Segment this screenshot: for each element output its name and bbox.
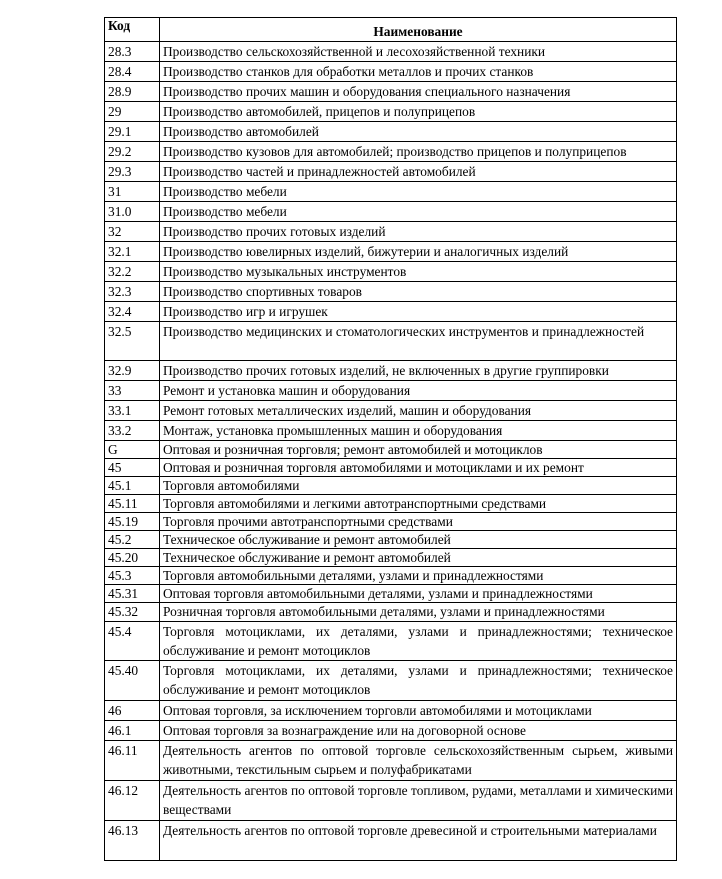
row-code-cell: 31 — [105, 182, 160, 202]
table-row — [105, 585, 677, 603]
table-row — [105, 82, 677, 102]
row-name-cell: Производство автомобилей, прицепов и полуприцепов — [160, 102, 677, 122]
row-name-cell: Производство прочих готовых изделий, не включенных в другие группировки — [160, 361, 677, 381]
table-row — [105, 322, 677, 361]
table-row — [105, 242, 677, 262]
row-code-cell: 33.1 — [105, 401, 160, 421]
row-code-cell: 45.3 — [105, 567, 160, 585]
row-code-cell: G — [105, 441, 160, 459]
table-row — [105, 531, 677, 549]
row-code-cell: 45.2 — [105, 531, 160, 549]
table-row — [105, 513, 677, 531]
row-name-cell: Оптовая торговля автомобильными деталями, узлами и принадлежностями — [160, 585, 677, 603]
row-name-cell: Производство кузовов для автомобилей; производство прицепов и полуприцепов — [160, 142, 677, 162]
table-row — [105, 302, 677, 322]
row-name-cell: Деятельность агентов по оптовой торговле древесиной и строительными материалами — [160, 821, 677, 861]
row-name-cell: Производство сельскохозяйственной и лесохозяйственной техники — [160, 42, 677, 62]
table-row — [105, 603, 677, 622]
table-row — [105, 162, 677, 182]
table-row — [105, 142, 677, 162]
row-code-cell: 28.9 — [105, 82, 160, 102]
row-name-cell: Торговля мотоциклами, их деталями, узлами и принадлежностями; техническое обслуживание и ремонт мотоциклов — [160, 622, 677, 661]
row-code-cell: 45.11 — [105, 495, 160, 513]
table-row — [105, 741, 677, 781]
table-row — [105, 282, 677, 302]
table-row — [105, 202, 677, 222]
table-row — [105, 401, 677, 421]
row-name-cell: Производство медицинских и стоматологических инструментов и принадлежностей — [160, 322, 677, 361]
row-code-cell: 46.12 — [105, 781, 160, 821]
row-code-cell: 45.31 — [105, 585, 160, 603]
row-name-cell: Деятельность агентов по оптовой торговле сельскохозяйственным сырьем, живыми животными, текстильным сырьем и полуфабрикатами — [160, 741, 677, 781]
table-row — [105, 477, 677, 495]
row-code-cell: 46.13 — [105, 821, 160, 861]
row-code-cell: 29.2 — [105, 142, 160, 162]
row-name-cell: Производство прочих машин и оборудования специального назначения — [160, 82, 677, 102]
table-row — [105, 262, 677, 282]
row-name-cell: Производство станков для обработки металлов и прочих станков — [160, 62, 677, 82]
table-row — [105, 122, 677, 142]
table-row — [105, 381, 677, 401]
table-row — [105, 102, 677, 122]
row-name-cell: Оптовая торговля за вознаграждение или на договорной основе — [160, 721, 677, 741]
row-name-cell: Производство прочих готовых изделий — [160, 222, 677, 242]
okved-classification-table — [104, 17, 677, 861]
row-name-cell: Оптовая и розничная торговля; ремонт автомобилей и мотоциклов — [160, 441, 677, 459]
row-code-cell: 45 — [105, 459, 160, 477]
row-name-cell: Производство автомобилей — [160, 122, 677, 142]
row-name-cell: Техническое обслуживание и ремонт автомобилей — [160, 549, 677, 567]
row-name-cell: Торговля прочими автотранспортными средствами — [160, 513, 677, 531]
row-name-cell: Монтаж, установка промышленных машин и оборудования — [160, 421, 677, 441]
table-row — [105, 701, 677, 721]
table-row — [105, 182, 677, 202]
table-row — [105, 222, 677, 242]
row-name-cell: Деятельность агентов по оптовой торговле топливом, рудами, металлами и химическими веществами — [160, 781, 677, 821]
row-name-cell: Производство музыкальных инструментов — [160, 262, 677, 282]
table-row — [105, 42, 677, 62]
row-code-cell: 45.1 — [105, 477, 160, 495]
row-code-cell: 32.9 — [105, 361, 160, 381]
row-code-cell: 45.4 — [105, 622, 160, 661]
row-name-cell: Оптовая торговля, за исключением торговли автомобилями и мотоциклами — [160, 701, 677, 721]
row-code-cell: 29 — [105, 102, 160, 122]
table-header-row — [105, 18, 677, 42]
row-name-cell: Производство игр и игрушек — [160, 302, 677, 322]
row-name-cell: Торговля автомобильными деталями, узлами и принадлежностями — [160, 567, 677, 585]
row-name-cell: Производство частей и принадлежностей автомобилей — [160, 162, 677, 182]
table-row — [105, 495, 677, 513]
row-code-cell: 32.4 — [105, 302, 160, 322]
table-row — [105, 549, 677, 567]
row-code-cell: 46 — [105, 701, 160, 721]
row-name-cell: Производство мебели — [160, 182, 677, 202]
table-row — [105, 821, 677, 861]
table-row — [105, 421, 677, 441]
row-name-cell: Производство ювелирных изделий, бижутерии и аналогичных изделий — [160, 242, 677, 262]
row-name-cell: Ремонт готовых металлических изделий, машин и оборудования — [160, 401, 677, 421]
column-header-name: Наименование — [160, 18, 677, 42]
row-name-cell: Торговля автомобилями — [160, 477, 677, 495]
row-code-cell: 28.4 — [105, 62, 160, 82]
row-code-cell: 32.1 — [105, 242, 160, 262]
row-name-cell: Производство мебели — [160, 202, 677, 222]
table-row — [105, 567, 677, 585]
row-name-cell: Ремонт и установка машин и оборудования — [160, 381, 677, 401]
row-name-cell: Оптовая и розничная торговля автомобилями и мотоциклами и их ремонт — [160, 459, 677, 477]
table-row — [105, 62, 677, 82]
row-code-cell: 31.0 — [105, 202, 160, 222]
row-code-cell: 33.2 — [105, 421, 160, 441]
column-header-code: Код — [105, 18, 160, 42]
row-code-cell: 32.2 — [105, 262, 160, 282]
row-name-cell: Техническое обслуживание и ремонт автомобилей — [160, 531, 677, 549]
row-code-cell: 45.19 — [105, 513, 160, 531]
row-code-cell: 29.1 — [105, 122, 160, 142]
row-code-cell: 28.3 — [105, 42, 160, 62]
row-name-cell: Торговля мотоциклами, их деталями, узлами и принадлежностями; техническое обслуживание и ремонт мотоциклов — [160, 661, 677, 701]
row-name-cell: Торговля автомобилями и легкими автотранспортными средствами — [160, 495, 677, 513]
row-code-cell: 45.20 — [105, 549, 160, 567]
table-row — [105, 781, 677, 821]
table-row — [105, 459, 677, 477]
table-row — [105, 361, 677, 381]
row-code-cell: 45.40 — [105, 661, 160, 701]
row-code-cell: 32.3 — [105, 282, 160, 302]
table-body — [105, 42, 677, 861]
row-code-cell: 46.11 — [105, 741, 160, 781]
row-code-cell: 45.32 — [105, 603, 160, 622]
row-name-cell: Производство спортивных товаров — [160, 282, 677, 302]
row-code-cell: 46.1 — [105, 721, 160, 741]
table-row — [105, 622, 677, 661]
row-code-cell: 29.3 — [105, 162, 160, 182]
row-code-cell: 32.5 — [105, 322, 160, 361]
row-name-cell: Розничная торговля автомобильными деталями, узлами и принадлежностями — [160, 603, 677, 622]
table-row — [105, 661, 677, 701]
table-row — [105, 721, 677, 741]
table-row — [105, 441, 677, 459]
row-code-cell: 32 — [105, 222, 160, 242]
row-code-cell: 33 — [105, 381, 160, 401]
